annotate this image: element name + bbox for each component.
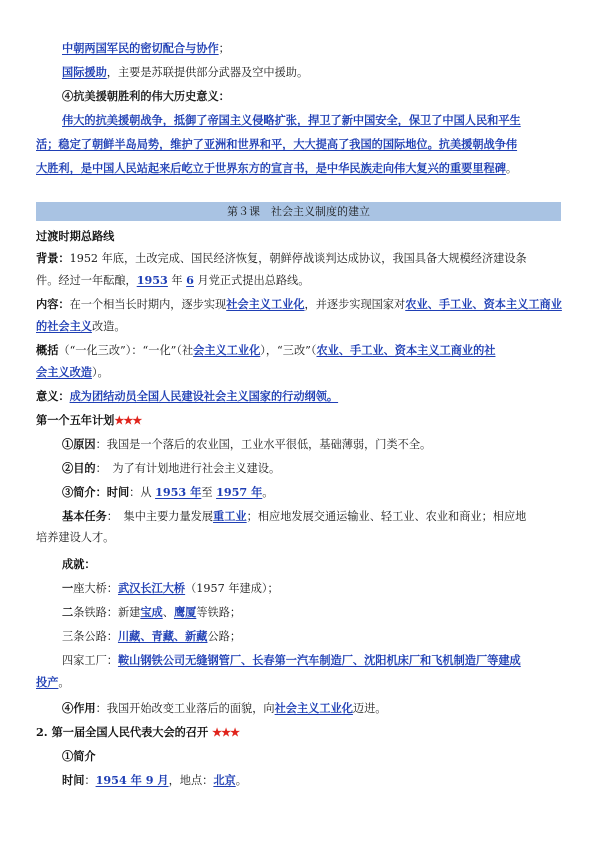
text: ，并逐步实现国家对 [304,298,406,311]
text: 在一个相当长时期内，逐步实现 [69,298,227,311]
text: 。 [235,774,247,787]
keyword: 1954 年 9 月 [95,773,169,787]
label: ②目的 [62,461,96,475]
text: ： 为了有计划地进行社会主义建设。 [95,462,281,475]
keyword: 6 [186,273,194,287]
label: 时间 [62,773,85,787]
text-line [36,342,565,359]
text: 1952 年底，土改完成、国民经济恢复，朝鲜停战谈判达成协议，我国具备大规模经济建设条 [69,252,527,265]
keyword: 中朝两国军民的密切配合与协作 [62,41,219,55]
keyword: 1957 年 [216,485,263,499]
keyword: 鹰厦 [173,605,197,619]
text: 年 [167,274,187,287]
text-line [36,250,565,267]
label: 内容： [36,297,70,311]
text: 。 [58,676,70,689]
text: 至 [201,486,217,499]
text-line [62,40,565,57]
label: 成就： [62,557,96,571]
keyword: 川藏、青藏、新藏 [117,629,208,643]
text: ），“三改”（ [260,344,317,357]
text: ：我国开始改变工业落后的面貌，向 [95,702,275,715]
paragraph-line: 伟大的抗美援朝战争，抵御了帝国主义侵略扩张，捍卫了新中国安全，保卫了中国人民和平生 [62,113,521,127]
text-line [62,508,565,525]
keyword: 社会主义工业化 [226,297,305,311]
keyword: 北京 [213,773,236,787]
lesson-banner: 第３课 社会主义制度的建立 [36,202,561,221]
punct: 。 [505,162,518,175]
section-title-text: 2. 第一届全国人民代表大会的召开 [36,725,209,739]
keyword: 1953 [136,273,168,287]
text: 等铁路； [196,606,242,619]
keyword: 投产 [36,675,59,689]
keyword: 会主义改造 [36,365,92,379]
text: 改造。 [91,320,126,333]
text-line: 培养建设人才。 [36,531,115,544]
keyword: 社会主义工业化 [274,701,353,715]
label: 意义： [36,389,70,403]
label: 概括 [36,343,59,357]
text: 四家工厂： [62,654,118,667]
text: ： 集中主要力量发展 [106,510,214,523]
label: 二 [62,605,74,619]
star-rating-icon: ★★★ [114,413,142,427]
text-line [62,64,565,81]
text: ，地点： [168,774,214,787]
text: 座大桥： [73,582,118,595]
text-line [62,580,565,597]
text: 迈进。 [352,702,387,715]
text: ：我国是一个落后的农业国，工业水平很低，基础薄弱，门类不全。 [95,438,432,451]
text: ；相应地发展交通运输业、轻工业、农业和商业；相应地 [246,510,527,523]
text: 公路； [207,630,242,643]
text-line [62,652,565,669]
text: ： [84,774,96,787]
keyword: 宝成 [140,605,163,619]
keyword: 重工业 [213,509,247,523]
label: ③简介：时间 [62,485,130,499]
text: ，主要是苏联提供部分武器及空中援助。 [106,66,309,79]
text-line [62,772,565,789]
paragraph-line: 活；稳定了朝鲜半岛局势，维护了亚洲和世界和平，大大提高了我国的国际地位。抗美援朝战争伟 [36,137,518,151]
text: 三条公路： [62,630,118,643]
text-line [36,318,565,335]
section-title: 过渡时期总路线 [36,229,115,243]
text-line [36,296,565,313]
keyword: 武汉长江大桥 [117,581,186,595]
paragraph-line [36,160,565,177]
section-title [36,412,565,428]
label: 一 [62,581,74,595]
label: ④作用 [62,701,96,715]
text: （“一化三改”）：“一化”（社 [58,344,194,357]
text-line [36,364,565,381]
text-line [62,700,565,717]
text: 大胜利，是中国人民站起来后屹立于世界东方的宣言书，是中华民族走向伟大复兴的重要里程碑 [36,161,506,175]
keyword: 1953 年 [155,485,202,499]
keyword: 农业、手工业、资本主义工商业的社 [316,343,496,357]
text-line [36,388,565,405]
punct: 、 [162,606,174,619]
section-title-text: 第一个五年计划 [36,413,115,427]
keyword: 会主义工业化 [193,343,261,357]
keyword: 鞍山钢铁公司无缝钢管厂、长春第一汽车制造厂、沈阳机床厂和飞机制造厂等建成 [117,653,521,667]
text-line [36,674,565,691]
subheading: ④抗美援朝胜利的伟大历史意义： [62,89,230,103]
text: 月党正式提出总路线。 [193,274,310,287]
text: 条铁路：新建 [73,606,141,619]
text-line [36,272,565,289]
text: ：从 [129,486,156,499]
keyword: 农业、手工业、资本主义工商业 [405,297,562,311]
text: （1957 年建成）； [185,582,279,595]
label: 基本任务 [62,509,107,523]
section-title [36,724,565,740]
text: 。 [262,486,274,499]
subheading: ①简介 [62,749,96,763]
star-rating-icon: ★★★ [212,725,240,739]
text-line [62,460,565,477]
text-line [62,436,565,453]
text-line [62,484,565,501]
label: 背景： [36,251,70,265]
punct: ； [218,42,230,55]
label: ①原因 [62,437,96,451]
keyword: 国际援助 [62,65,107,79]
text: ）。 [91,366,109,379]
text-line [62,604,565,621]
text: 件。经过一年酝酿， [36,274,137,287]
keyword: 成为团结动员全国人民建设社会主义国家的行动纲领。 [69,389,339,403]
keyword: 的社会主义 [36,319,92,333]
text-line [62,628,565,645]
